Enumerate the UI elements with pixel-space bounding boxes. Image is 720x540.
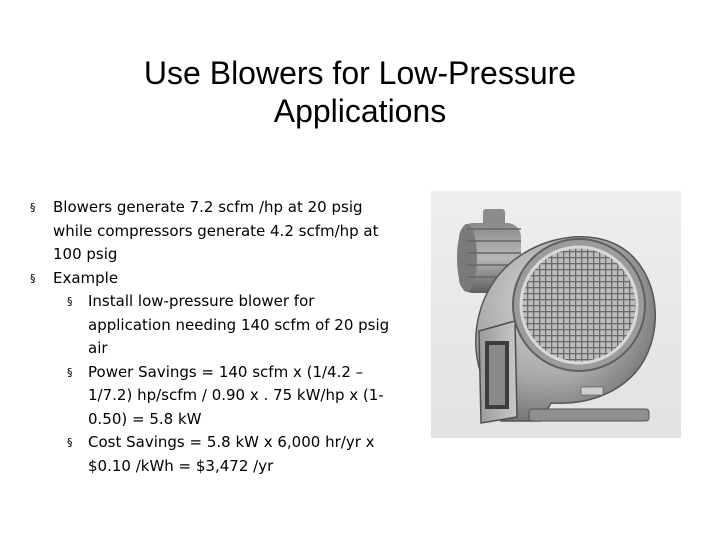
bullet-marker: § <box>67 436 73 449</box>
bullet-marker: § <box>67 365 73 379</box>
slide-title-line-2: Applications <box>273 93 447 129</box>
blower-photo <box>431 191 681 438</box>
bullet-item <box>30 267 400 291</box>
bullet-marker: § <box>30 201 36 214</box>
slide-title-line-1: Use Blowers for Low-Pressure <box>143 55 577 91</box>
bullet-marker: § <box>67 295 73 308</box>
sub-bullet-item <box>30 361 400 432</box>
bullet-item <box>30 196 400 267</box>
blower-illustration <box>431 191 681 438</box>
sub-bullet-text: Cost Savings = 5.8 kW x 6,000 hr/yr x $0.10 /kWh = $3,472 /yr <box>88 433 375 475</box>
sub-bullet-item <box>30 431 400 478</box>
bullet-marker: § <box>30 271 36 285</box>
bullet-text: Example <box>53 268 119 287</box>
slide-title <box>60 54 660 130</box>
bullet-list <box>30 196 400 478</box>
sub-bullet-text: Install low-pressure blower for application needing 140 scfm of 20 psig air <box>88 292 390 357</box>
sub-bullet-text: Power Savings = 140 scfm x (1/4.2 – 1/7.2) hp/scfm / 0.90 x . 75 kW/hp x (1-0.50) = 5.8 kW <box>88 362 384 428</box>
bullet-text: Blowers generate 7.2 scfm /hp at 20 psig while compressors generate 4.2 scfm/hp at 100 psig <box>53 198 379 263</box>
sub-bullet-item <box>30 290 400 361</box>
